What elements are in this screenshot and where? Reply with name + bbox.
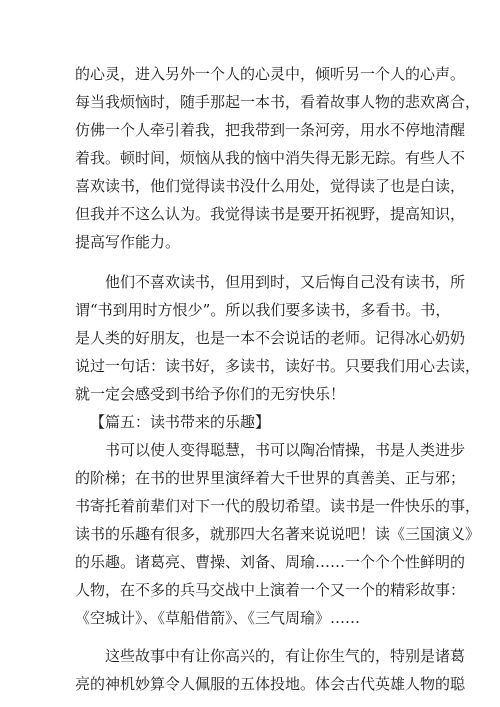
- text-line: 亮的神机妙算令人佩服的五体投地。体会古代英雄人物的聪: [75, 675, 466, 693]
- text-line: 喜欢读书，他们觉得读书没什么用处，觉得读了也是白读，: [75, 177, 466, 195]
- text-line: 读书的乐趣有很多，就那四大名著来说说吧！读《三国演义》: [75, 525, 481, 543]
- text-line: 就一定会感受到书给予你们的无穷快乐！: [75, 385, 346, 403]
- text-line: 这些故事中有让你高兴的，有让你生气的，特别是诸葛: [105, 647, 466, 665]
- text-line: 书寄托着前辈们对下一代的殷切希望。读书是一件快乐的事，: [75, 497, 481, 515]
- text-line: 但我并不这么认为。我觉得读书是要开拓视野，提高知识，: [75, 205, 466, 223]
- text-line: 书可以使人变得聪慧，书可以陶冶情操，书是人类进步: [105, 441, 466, 459]
- text-line: 仿佛一个人牵引着我，把我带到一条河旁，用水不停地清醒: [75, 121, 466, 139]
- text-line: 提高写作能力。: [75, 233, 181, 251]
- section-heading: 【篇五：读书带来的乐趣】: [90, 413, 271, 431]
- text-line: 《空城计》、《草船借箭》、《三气周瑜》……: [75, 609, 361, 627]
- text-line: 他们不喜欢读书，但用到时，又后悔自己没有读书，所: [105, 273, 466, 291]
- text-line: 人物，在不多的兵马交战中上演着一个又一个的精彩故事：: [75, 581, 466, 599]
- text-line: 谓“书到用时方恨少”。所以我们要多读书，多看书。书，: [75, 301, 451, 319]
- text-line: 着我。顿时间，烦恼从我的恼中消失得无影无踪。有些人不: [75, 149, 466, 167]
- text-line: 的心灵，进入另外一个人的心灵中，倾听另一个人的心声。: [75, 65, 466, 83]
- text-line: 是人类的好朋友，也是一本不会说话的老师。记得冰心奶奶: [75, 329, 466, 347]
- text-line: 每当我烦恼时，随手那起一本书，看着故事人物的悲欢离合，: [75, 93, 481, 111]
- text-line: 说过一句话：读书好，多读书，读好书。只要我们用心去读，: [75, 357, 481, 375]
- text-line: 的乐趣。诸葛亮、曹操、刘备、周瑜……一个个个性鲜明的: [75, 553, 466, 571]
- text-line: 的阶梯；在书的世界里演绎着大千世界的真善美、正与邪；: [75, 469, 466, 487]
